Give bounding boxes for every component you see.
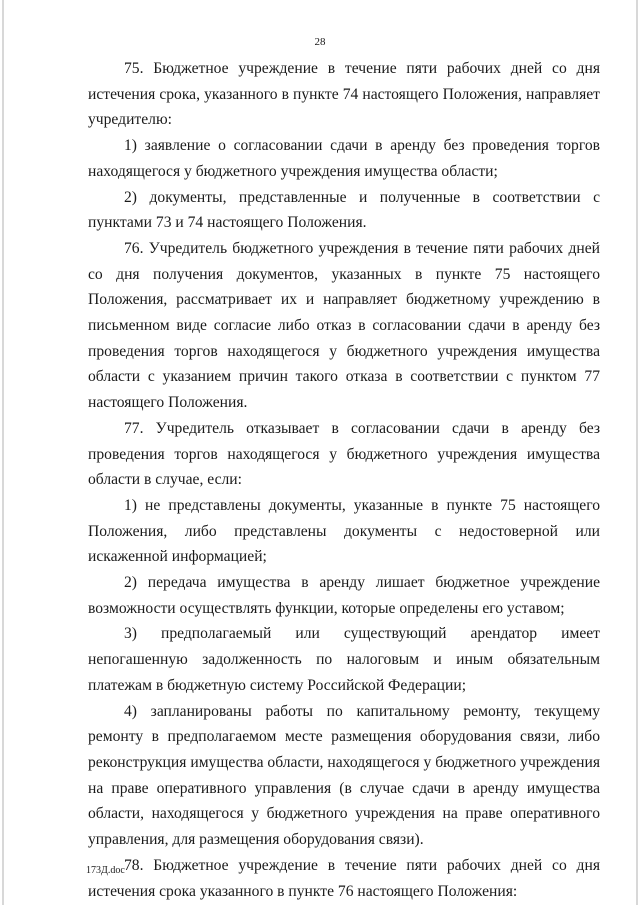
paragraph-75-item-2: 2) документы, представленные и полученные в соответствии с пунктами 73 и 74 настоящего Положения. bbox=[88, 188, 600, 232]
page-number: 28 bbox=[314, 36, 326, 48]
footer-filename: 173Д.doc bbox=[86, 865, 125, 876]
paragraph-77: 77. Учредитель отказывает в согласовании сдачи в аренду без проведения торгов находящегося у бюджетного учреждения имущества области в случае, если: bbox=[88, 419, 600, 489]
paragraph-77-item-2: 2) передача имущества в аренду лишает бюджетное учреждение возможности осуществлять функции, которые определены его уставом; bbox=[88, 574, 600, 617]
paragraph-78: 78. Бюджетное учреждение в течение пяти рабочих дней со дня истечения срока указанного в пункте 76 настоящего Положения: bbox=[88, 856, 600, 900]
paragraph-75: 75. Бюджетное учреждение в течение пяти рабочих дней со дня истечения срока, указанного в пункте 74 настоящего Положения, направляет учредителю: bbox=[88, 60, 600, 129]
scan-edge-left bbox=[2, 0, 4, 905]
paragraph-77-item-1: 1) не представлены документы, указанные в пункте 75 настоящего Положения, либо представлены документы с недостоверной или искаженной информацией; bbox=[88, 496, 600, 566]
scan-edge-right bbox=[636, 0, 638, 905]
paragraph-75-item-1: 1) заявление о согласовании сдачи в аренду без проведения торгов находящегося у бюджетного учреждения имущества области; bbox=[88, 137, 600, 180]
document-body bbox=[88, 56, 600, 904]
paragraph-77-item-3: 3) предполагаемый или существующий арендатор имеет непогашенную задолженность по налоговым и иным обязательным платежам в бюджетную систему Российской Федерации; bbox=[88, 625, 600, 694]
paragraph-77-item-4: 4) запланированы работы по капитальному ремонту, текущему ремонту в предполагаемом месте размещения оборудования связи, либо реконструкция имущества области, находящегося у бюджетного учреждения на праве оперативного управления (в случае сдачи в аренду имущества области, находящегося у бюджетного учреждения на праве оперативного управления, для размещения оборудования связи). bbox=[88, 702, 600, 849]
paragraph-76: 76. Учредитель бюджетного учреждения в течение пяти рабочих дней со дня получения документов, указанных в пункте 75 настоящего Положения, рассматривает их и направляет бюджетному учреждению в письменном виде согласие либо отказ в согласовании сдачи в аренду без проведения торгов находящегося у бюджетного учреждения имущества области с указанием причин такого отказа в соответствии с пунктом 77 настоящего Положения. bbox=[88, 239, 600, 412]
